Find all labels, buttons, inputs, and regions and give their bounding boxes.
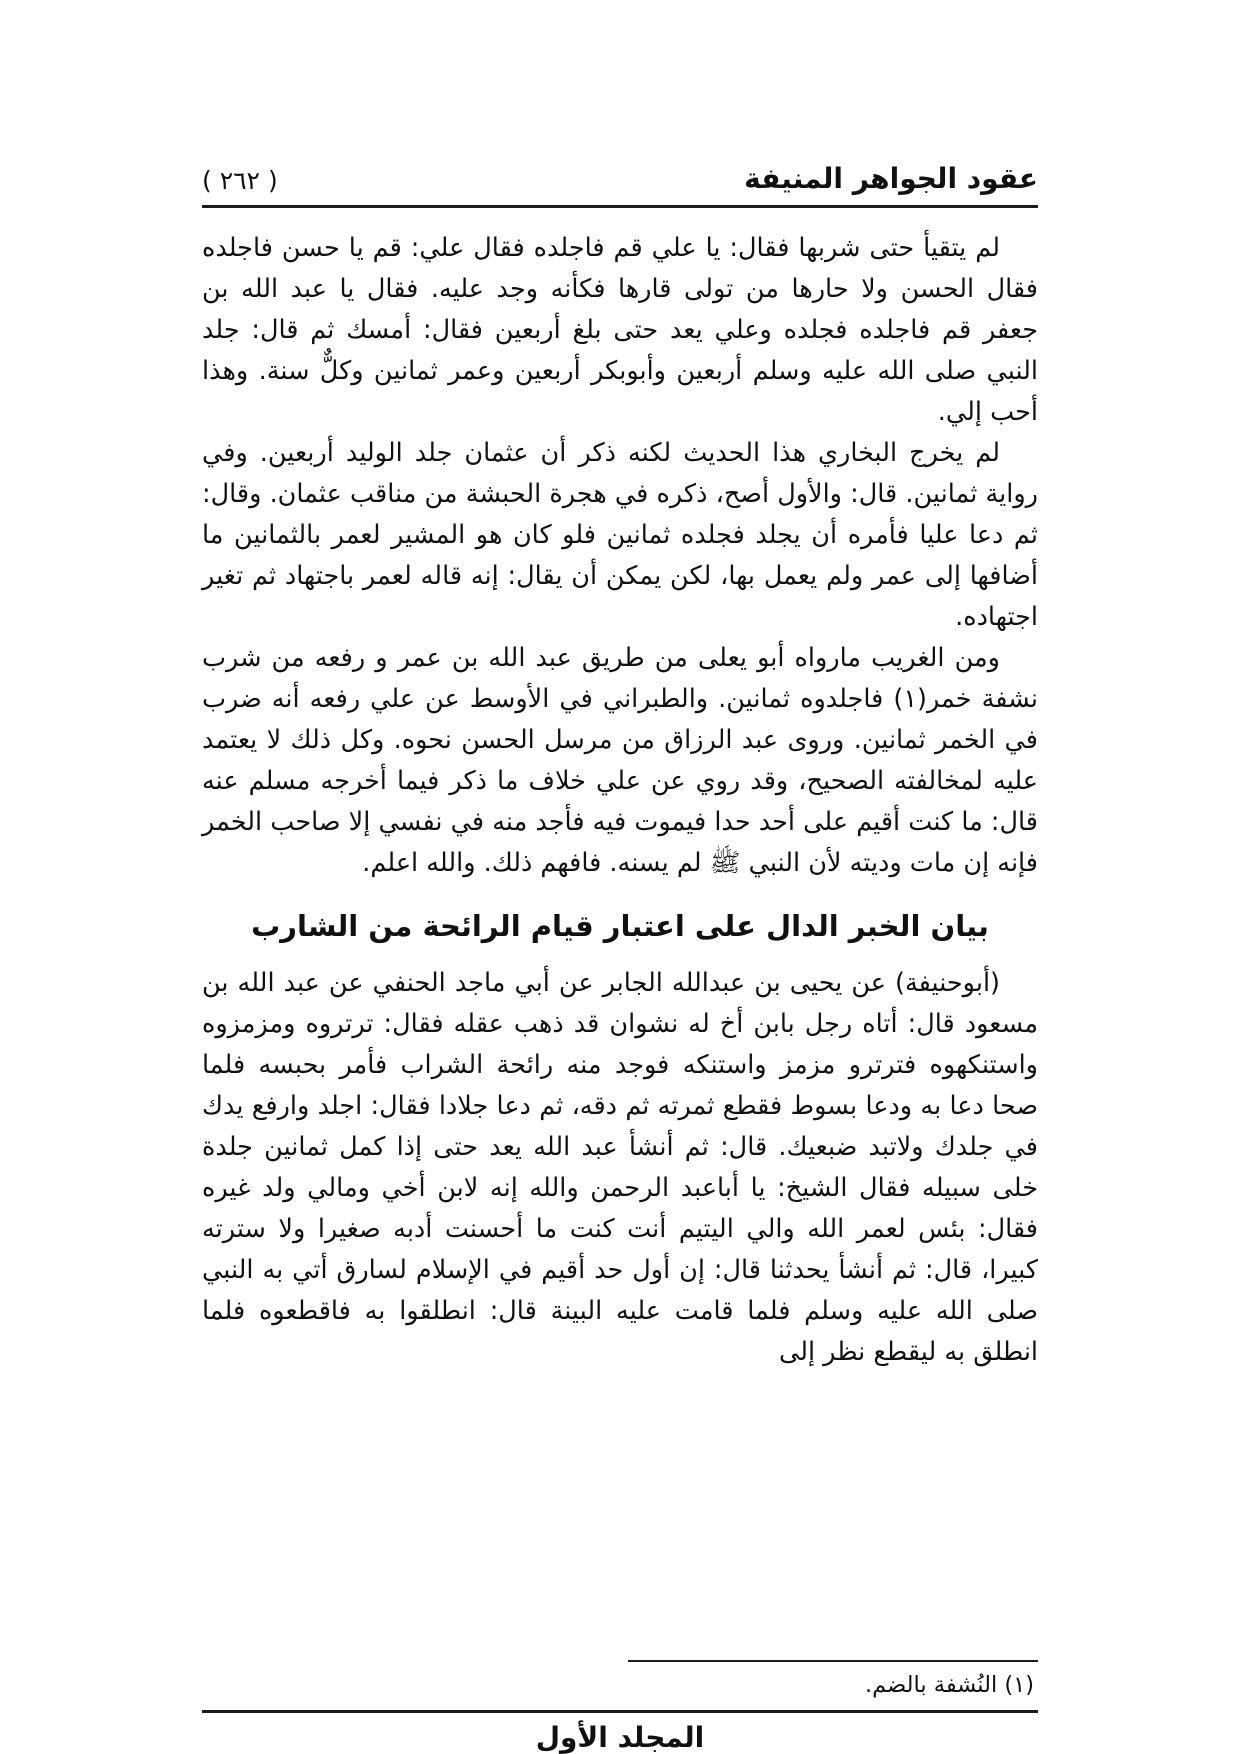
paragraph: ومن الغريب مارواه أبو يعلى من طريق عبد الله بن عمر و رفعه من شرب نشفة خمر(١) فاجلدوه ثمانين. والطبراني في الأوسط عن علي رفعه أنه ضرب في الخمر ثمانين. وروى عبد الرزاق من مرسل الحسن نحوه. وكل ذلك لا يعتمد عليه لمخالفته الصحيح، وقد روي عن علي خلاف ما ذكر فيما أخرجه مسلم عنه قال: ما كنت أقيم على أحد حدا فيموت فيه فأجد منه في نفسي إلا صاحب الخمر فإنه إن مات وديته لأن النبي ﷺ لم يسنه. فافهم ذلك. والله اعلم. [202,643,1038,878]
book-title: عقود الجواهر المنيفة [744,162,1038,195]
page-footer [202,1713,1038,1754]
paragraph: لم يتقيأ حتى شربها فقال: يا علي قم فاجلده فقال علي: قم يا حسن فاجلده فقال الحسن ولا حارها من تولى قارها فكأنه وجد عليه. فقال يا عبد الله بن جعفر قم فاجلده فجلده وعلي يعد حتى بلغ أربعين فقال: أمسك ثم قال: جلد النبي صلى الله عليه وسلم أربعين وأبوبكر أربعين وعمر ثمانين وكلٌّ سنة. وهذا أحب إلي. [202,233,1038,427]
page-header [202,162,1038,208]
footnote-text: (١) النُشفة بالضم. [865,1672,1034,1698]
section-heading: بيان الخبر الدال على اعتبار قيام الرائحة من الشارب [251,909,989,943]
page-body [202,228,1038,1373]
page-number: ( ٢٦٢ ) [202,166,278,195]
footnote-area [202,1660,1038,1710]
volume-label: المجلد الأول [535,1721,705,1754]
paragraph: (أبوحنيفة) عن يحيى بن عبدالله الجابر عن أبي ماجد الحنفي عن عبد الله بن مسعود قال: أتاه رجل بابن أخ له نشوان قد ذهب عقله فقال: ترتروه ومزمزوه واستنكهوه فترترو مزمز واستنكه فوجد منه رائحة الشراب فأمر بحبسه فلما صحا دعا به ودعا بسوط فقطع ثمرته ثم دقه، ثم دعا جلادا فقال: اجلد وارفع يدك في جلدك ولاتبد ضبعيك. قال: ثم أنشأ عبد الله يعد حتى إذا كمل ثمانين جلدة خلى سبيله فقال الشيخ: يا أباعبد الرحمن والله إنه لابن أخي ومالي ولد غيره فقال: بئس لعمر الله والي اليتيم أنت كنت ما أحسنت أدبه صغيرا ولا سترته كبيرا، قال: ثم أنشأ يحدثنا قال: إن أول حد أقيم في الإسلام لسارق أتي به النبي صلى الله عليه وسلم فلما قامت عليه البينة قال: انطلقوا به فاقطعوه فلما انطلق به ليقطع نظر إلى [202,968,1038,1367]
paragraph: لم يخرج البخاري هذا الحديث لكنه ذكر أن عثمان جلد الوليد أربعين. وفي رواية ثمانين. قال: والأول أصح، ذكره في هجرة الحبشة من مناقب عثمان. وقال: ثم دعا عليا فأمره أن يجلد فجلده ثمانين فلو كان هو المشير لعمر بالثمانين ما أضافها إلى عمر ولم يعمل بها، لكن يمكن أن يقال: إنه قاله لعمر باجتهاد ثم تغير اجتهاده. [202,438,1038,632]
